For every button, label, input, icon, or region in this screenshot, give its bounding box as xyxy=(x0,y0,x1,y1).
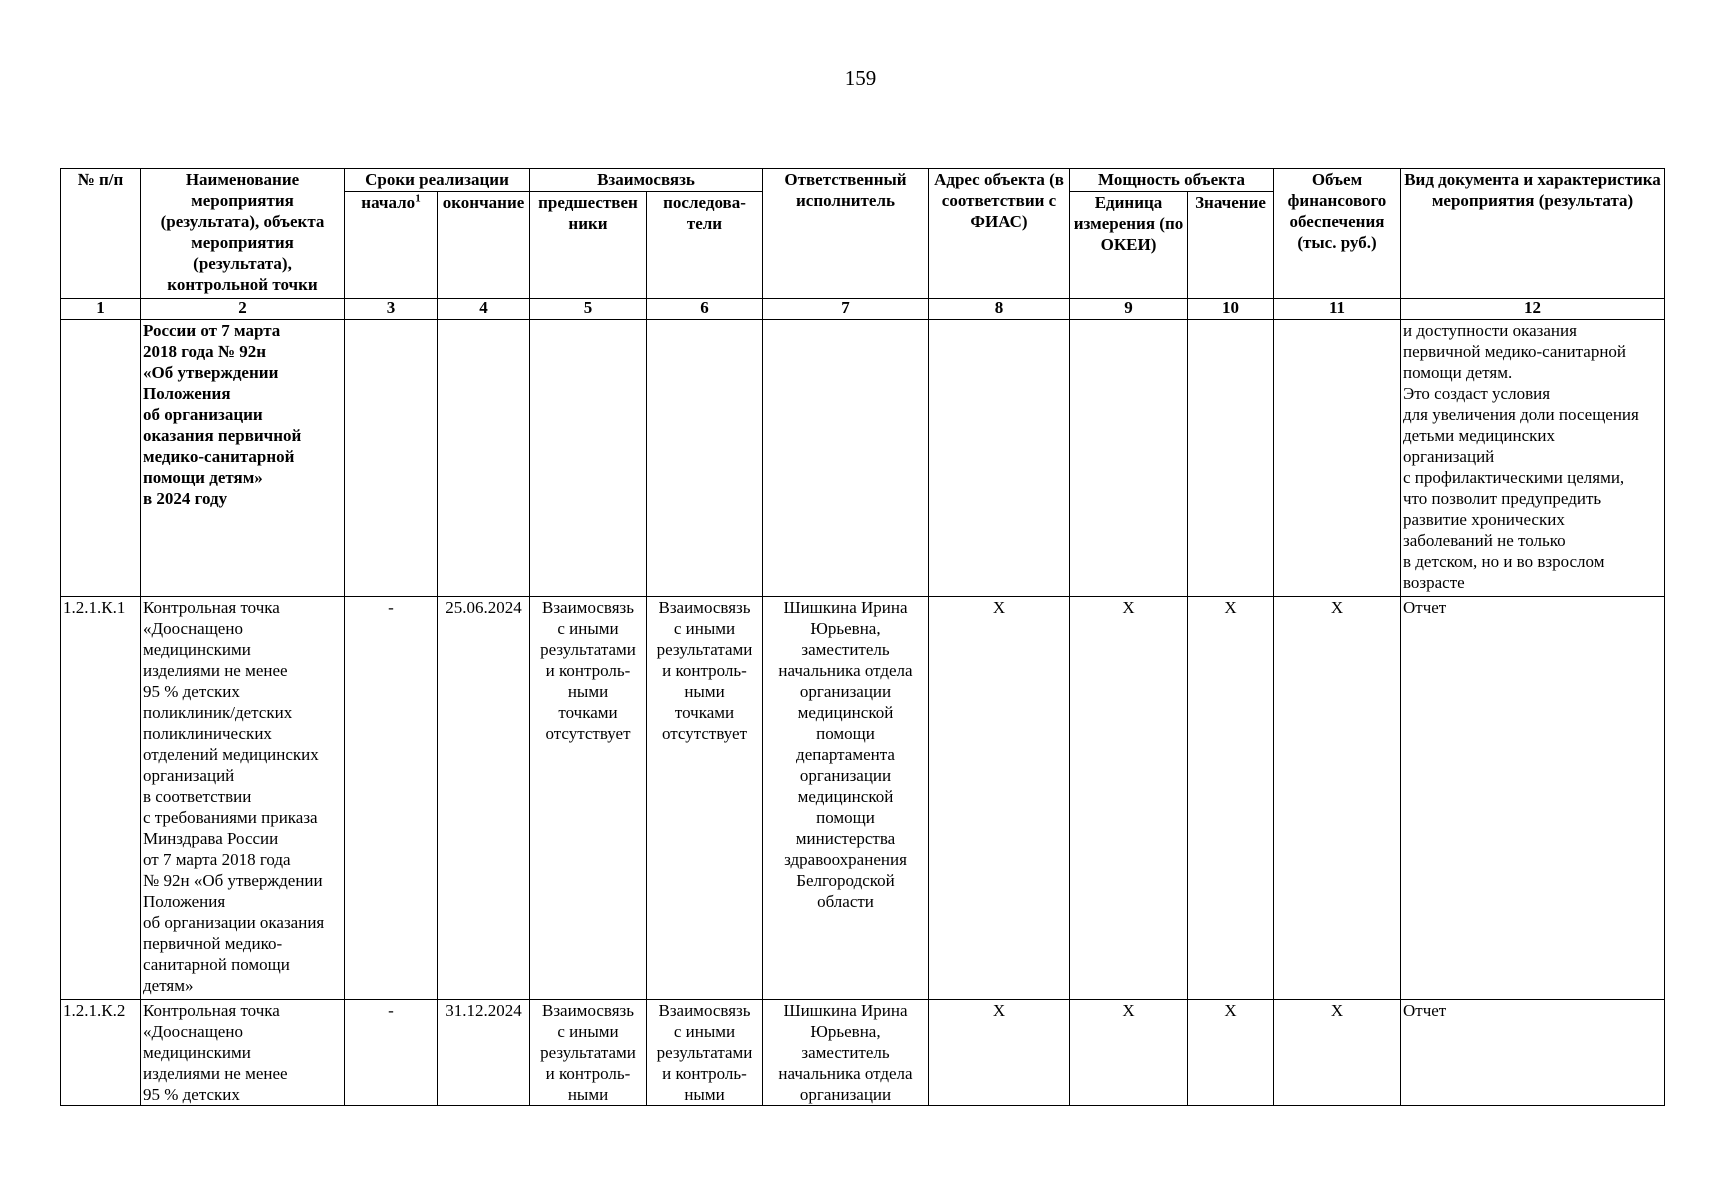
row-end: 25.06.2024 xyxy=(438,597,530,1000)
row-start: - xyxy=(345,1000,438,1106)
row-start: - xyxy=(345,597,438,1000)
row-successors: Взаимосвязь с иными результатами и контроль- ными точками отсутствует xyxy=(647,597,763,1000)
row-doc: Отчет xyxy=(1401,1000,1665,1106)
row-name: России от 7 марта 2018 года № 92н «Об утверждении Положения об организации оказания первичной медико-санитарной помощи детям» в 2024 году xyxy=(141,320,345,597)
plan-table xyxy=(60,168,1665,1106)
row-num: 1.2.1.К.2 xyxy=(61,1000,141,1106)
footnote-mark: 1 xyxy=(415,192,421,205)
header-start: начало$^1$ xyxy=(345,192,438,299)
column-number: 3 xyxy=(345,299,438,320)
row-address: Х xyxy=(929,597,1070,1000)
row-finance: Х xyxy=(1274,597,1401,1000)
row-responsible: Шишкина Ирина Юрьевна, заместитель начальника отдела организации xyxy=(763,1000,929,1106)
row-value: Х xyxy=(1188,1000,1274,1106)
row-address xyxy=(929,320,1070,597)
row-responsible: Шишкина Ирина Юрьевна, заместитель начальника отдела организации медицинской помощи департамента организации медицинской помощи министерства здравоохранения Белгородской области xyxy=(763,597,929,1000)
row-unit xyxy=(1070,320,1188,597)
row-predecessors: Взаимосвязь с иными результатами и контроль- ными xyxy=(530,1000,647,1106)
row-finance: Х xyxy=(1274,1000,1401,1106)
header-terms: Сроки реализации xyxy=(345,169,530,192)
header-value: Значение xyxy=(1188,192,1274,299)
row-value xyxy=(1188,320,1274,597)
column-number: 5 xyxy=(530,299,647,320)
header-responsible: Ответственный исполнитель xyxy=(763,169,929,299)
table-row xyxy=(61,597,1665,1000)
row-finance xyxy=(1274,320,1401,597)
row-value: Х xyxy=(1188,597,1274,1000)
row-doc: и доступности оказания первичной медико-санитарной помощи детям. Это создаст условия для увеличения доли посещения детьми медицинских организаций с профилактическими целями, что позволит предупредить развитие хронических заболеваний не только в детском, но и во взрослом возрасте xyxy=(1401,320,1665,597)
column-number: 10 xyxy=(1188,299,1274,320)
row-start xyxy=(345,320,438,597)
row-unit: Х xyxy=(1070,597,1188,1000)
column-number: 9 xyxy=(1070,299,1188,320)
header-row-1 xyxy=(61,169,1665,192)
row-name: Контрольная точка «Дооснащено медицинскими изделиями не менее 95 % детских поликлиник/детских поликлинических отделений медицинских организаций в соответствии с требованиями приказа Минздрава России от 7 марта 2018 года № 92н «Об утверждении Положения об организации оказания первичной медико- санитарной помощи детям» xyxy=(141,597,345,1000)
row-predecessors: Взаимосвязь с иными результатами и контроль- ными точками отсутствует xyxy=(530,597,647,1000)
column-number: 6 xyxy=(647,299,763,320)
header-finance: Объем финансового обеспечения (тыс. руб.) xyxy=(1274,169,1401,299)
row-name: Контрольная точка «Дооснащено медицинскими изделиями не менее 95 % детских xyxy=(141,1000,345,1106)
header-unit: Единица измерения (по ОКЕИ) xyxy=(1070,192,1188,299)
header-doc-type: Вид документа и характеристика мероприятия (результата) xyxy=(1401,169,1665,299)
column-number: 8 xyxy=(929,299,1070,320)
column-number: 12 xyxy=(1401,299,1665,320)
column-number: 1 xyxy=(61,299,141,320)
row-unit: Х xyxy=(1070,1000,1188,1106)
row-responsible xyxy=(763,320,929,597)
page-number: 159 xyxy=(844,66,877,90)
column-number: 11 xyxy=(1274,299,1401,320)
column-number: 4 xyxy=(438,299,530,320)
header-name: Наименование мероприятия (результата), объекта мероприятия (результата), контрольной точки xyxy=(141,169,345,299)
row-num xyxy=(61,320,141,597)
header-relation: Взаимосвязь xyxy=(530,169,763,192)
column-number: 2 xyxy=(141,299,345,320)
row-successors xyxy=(647,320,763,597)
header-successors: последова- тели xyxy=(647,192,763,299)
row-doc: Отчет xyxy=(1401,597,1665,1000)
header-predecessors: предшествен ники xyxy=(530,192,647,299)
row-address: Х xyxy=(929,1000,1070,1106)
row-successors: Взаимосвязь с иными результатами и контроль- ными xyxy=(647,1000,763,1106)
row-predecessors xyxy=(530,320,647,597)
table-row xyxy=(61,1000,1665,1106)
table-row xyxy=(61,320,1665,597)
header-address: Адрес объекта (в соответствии с ФИАС) xyxy=(929,169,1070,299)
column-number: 7 xyxy=(763,299,929,320)
column-numbers-row xyxy=(61,299,1665,320)
header-capacity: Мощность объекта xyxy=(1070,169,1274,192)
row-end: 31.12.2024 xyxy=(438,1000,530,1106)
header-end: окончание xyxy=(438,192,530,299)
row-num: 1.2.1.К.1 xyxy=(61,597,141,1000)
row-end xyxy=(438,320,530,597)
header-num: № п/п xyxy=(61,169,141,299)
